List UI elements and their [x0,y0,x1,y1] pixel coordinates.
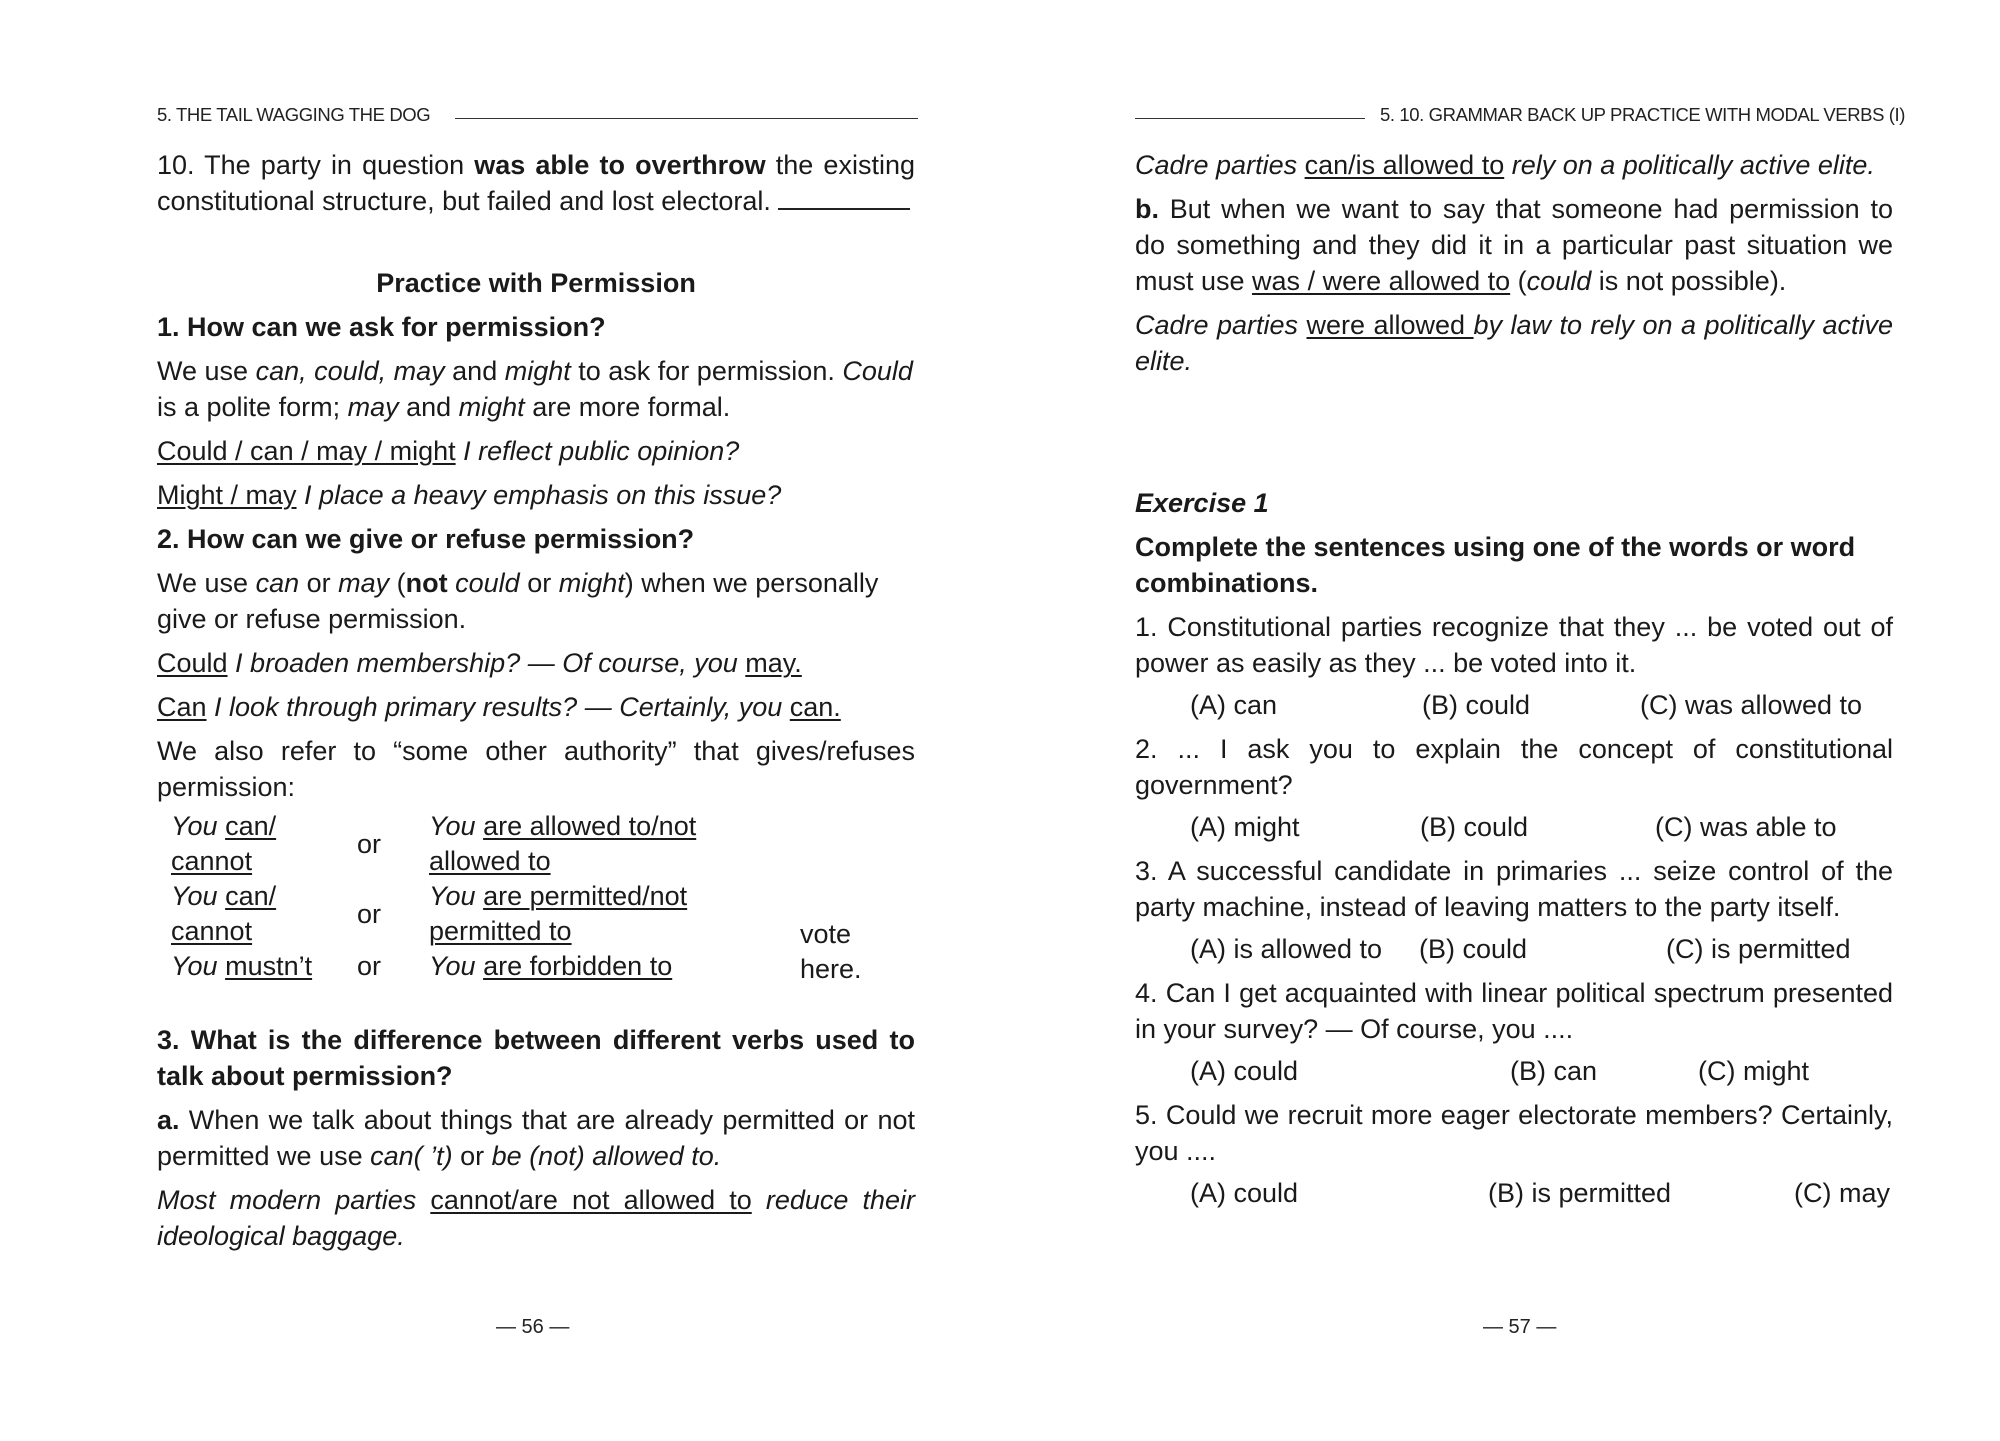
answer-option[interactable]: (B) is permitted [1488,1178,1672,1208]
permission-table [157,809,785,984]
exercise-instruction: Complete the sentences using one of the words or word combinations. [1135,532,1856,598]
section-title: Practice with Permission [376,268,696,298]
answer-option[interactable]: (B) could [1420,812,1529,842]
item-10 [157,147,915,219]
right-content [1135,147,1893,1217]
question-1-paragraph: We use can, could, may and might to ask for permission. Could is a polite form; may and might are more formal. [157,356,913,422]
answer-option[interactable]: (C) might [1698,1056,1810,1086]
page-number-left: — 56 — [496,1316,570,1338]
exercise-question: 2. ... I ask you to explain the concept of constitutional government? [1135,734,1893,800]
exercise-question: 3. A successful candidate in primaries ... seize control of the party machine, instead of leaving matters to the party itself. [1135,856,1893,922]
exercise-question: 1. Constitutional parties recognize that they ... be voted out of power as easily as they ... be voted into it. [1135,612,1893,678]
left-content [157,147,915,1254]
answer-options [1135,809,1893,845]
answer-blank [778,184,910,210]
question-2-paragraph: We use can or may (not could or might) when we personally give or refuse permission. [157,568,879,634]
answer-option[interactable]: (A) could [1190,1056,1299,1086]
example-cadre-2: Cadre parties were allowed by law to rely on a politically active elite. [1135,310,1893,376]
vote-here-label: vote here. [800,919,862,984]
question-3-heading: 3. What is the difference between different verbs used to talk about permission? [157,1025,915,1091]
exercise-question: 5. Could we recruit more eager electorate members? Certainly, you .... [1135,1100,1893,1166]
answer-options [1135,1175,1893,1211]
exercise-question: 4. Can I get acquainted with linear political spectrum presented in your survey? — Of course, you .... [1135,978,1893,1044]
example-5: Most modern parties cannot/are not allowed to reduce their ideological baggage. [157,1185,915,1251]
answer-option[interactable]: (C) was able to [1655,812,1837,842]
example-cadre-1: Cadre parties can/is allowed to rely on a politically active elite. [1135,150,1875,180]
answer-option[interactable]: (C) is permitted [1666,934,1851,964]
running-header-right: 5. 10. GRAMMAR BACK UP PRACTICE WITH MODAL VERBS (I) [1380,104,1906,125]
table-row: You can/ cannot or You are allowed to/not allowed to [171,811,697,876]
example-3: Could I broaden membership? — Of course, you may. [157,648,802,678]
answer-options [1135,931,1893,967]
right-page [1000,0,2000,1441]
header-rule-left [455,118,918,119]
example-1: Could / can / may / might I reflect public opinion? [157,436,740,466]
table-row: You can/ cannot or You are permitted/not permitted to [171,881,688,946]
item-10-rest: the existing constitutional structure, but failed and lost electoral. [157,150,915,216]
answer-option[interactable]: (A) is allowed to [1190,934,1383,964]
point-a: a. When we talk about things that are already permitted or not permitted we use can( ’t) or be (not) allowed to. [157,1105,915,1171]
answer-option[interactable]: (C) may [1794,1178,1890,1208]
running-header-left: 5. THE TAIL WAGGING THE DOG [157,104,431,125]
item-10-start: 10. The party in question [157,150,475,180]
answer-options [1135,687,1893,723]
answer-option[interactable]: (A) can [1190,690,1278,720]
question-list [1135,609,1893,1211]
answer-option[interactable]: (A) might [1190,812,1300,842]
item-10-bold: was able to overthrow [474,150,766,180]
answer-option[interactable]: (B) could [1419,934,1528,964]
answer-options [1135,1053,1893,1089]
question-1-heading: 1. How can we ask for permission? [157,312,606,342]
question-2-heading: 2. How can we give or refuse permission? [157,524,695,554]
exercise-title: Exercise 1 [1135,488,1269,518]
answer-option[interactable]: (B) could [1422,690,1531,720]
page-number-right: — 57 — [1483,1316,1557,1338]
answer-option[interactable]: (A) could [1190,1178,1299,1208]
example-4: Can I look through primary results? — Certainly, you can. [157,692,841,722]
answer-option[interactable]: (C) was allowed to [1640,690,1863,720]
table-row: You mustn’t or You are forbidden to [171,951,673,981]
example-2: Might / may I place a heavy emphasis on this issue? [157,480,782,510]
point-b: b. But when we want to say that someone had permission to do something and they did it in a particular past situation we must use was / were allowed to (could is not possible). [1135,194,1893,296]
header-rule-right [1135,118,1365,119]
answer-option[interactable]: (B) can [1510,1056,1598,1086]
authority-paragraph: We also refer to “some other authority” that gives/refuses permission: [157,736,915,802]
